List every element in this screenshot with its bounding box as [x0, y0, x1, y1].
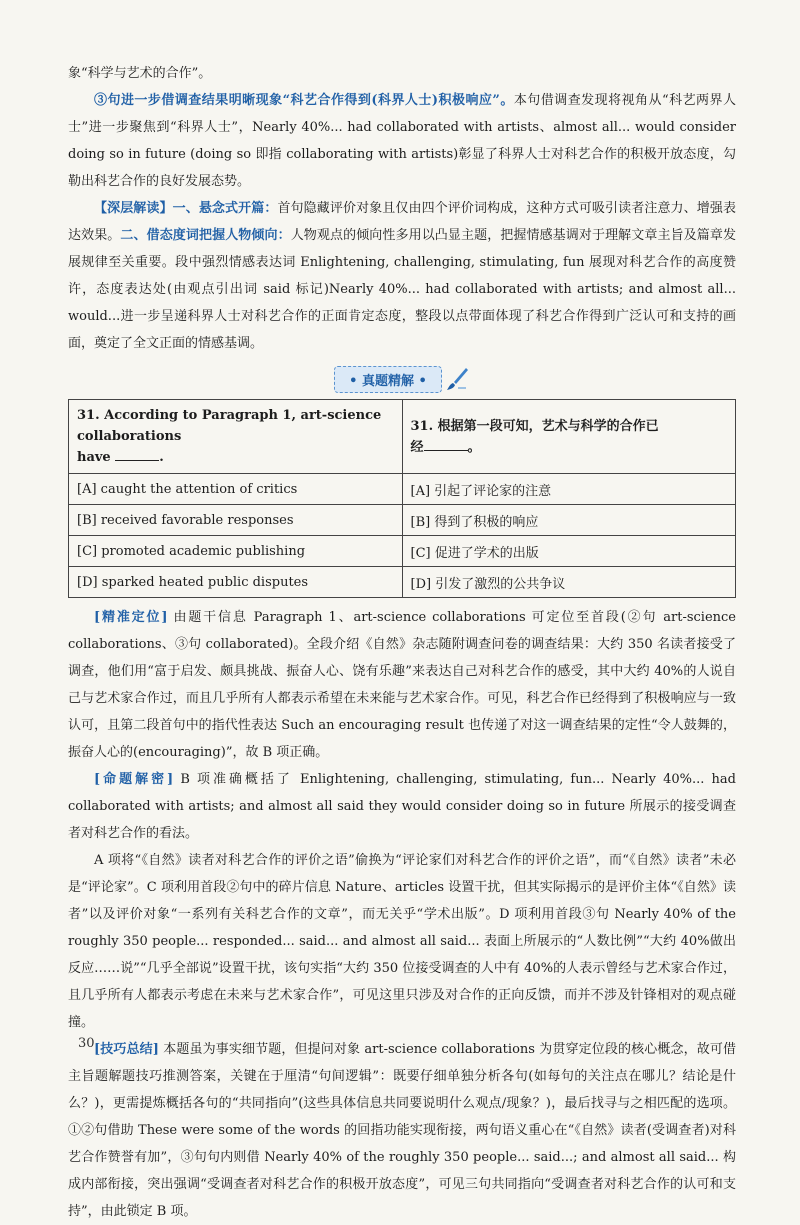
- option-en: [A] caught the attention of critics: [69, 474, 403, 505]
- option-en: [B] received favorable responses: [69, 505, 403, 536]
- deep-reading-heading-1: 一、悬念式开篇：: [172, 201, 278, 216]
- stem-en-end: .: [159, 450, 164, 465]
- paragraph-precise-location: [68, 604, 736, 766]
- option-row: [69, 536, 736, 567]
- sentence3-lead: ③句进一步借调查结果明晰现象“科艺合作得到(科界人士)积极响应”。: [94, 93, 514, 108]
- question-decoding-text: B 项准确概括了 Enlightening, challenging, stimulating, fun... Nearly 40%... had collaborated with artists; and almost all said they would consider doing so in future 所展示的接受调查者对科艺合作的看法。: [68, 772, 736, 841]
- deep-reading-heading-2: 二、借态度词把握人物倾向：: [120, 228, 291, 243]
- option-row: [69, 505, 736, 536]
- answer-blank-cn: [424, 438, 468, 451]
- deep-reading-text-2: 人物观点的倾向性多用以凸显主题，把握情感基调对于理解文章主旨及篇章发展规律至关重要。段中强烈情感表达词 Enlightening, challenging, stimulating, fun 展现对科艺合作的高度赞许，态度表达处(由观点引出词 said 标记)Nearly 40%... had collaborated with artists; and almost all... would...进一步呈递科界人士对科艺合作的正面肯定态度，整段以点带面体现了科艺合作得到广泛认可和支持的画面，奠定了全文正面的情感基调。: [68, 228, 736, 351]
- option-cn: [B] 得到了积极的响应: [402, 505, 736, 536]
- skill-summary-tag: [技巧总结]: [94, 1042, 159, 1057]
- deep-reading-tag: 【深层解读】: [94, 201, 173, 216]
- option-cn: [D] 引发了激烈的公共争议: [402, 567, 736, 598]
- section-title: • 真题精解 •: [334, 366, 442, 393]
- question-decoding-tag: [命题解密]: [94, 772, 174, 787]
- content: [68, 60, 736, 1225]
- brush-icon: [444, 366, 470, 392]
- precise-location-text: 由题干信息 Paragraph 1、art-science collaborations 可定位至首段(②句 art-science collaborations、③句 collaborated)。全段介绍《自然》杂志随附调查问卷的调查结果：大约 350 名读者接受了调查，他们用“富于启发、颇具挑战、振奋人心、饶有乐趣”来表达自己对科艺合作的感受，其中大约 40%的人说自己与艺术家合作过，而且几乎所有人都表示希望在未来能与艺术家合作。可见，科艺合作已经得到了积极响应与一致认可，且第二段首句中的指代性表达 Such an encouraging result 也传递了对这一调查结果的定性“令人鼓舞的，振奋人心的(encouraging)”，故 B 项正确。: [68, 610, 736, 760]
- stem-en-line2: have: [77, 450, 111, 465]
- sentence3-body: 本句借调查发现将视角从“科艺两界人士”进一步聚焦到“科界人士”，Nearly 40%... had collaborated with artists、almost all... would consider doing so in future (doing so 即指 collaborating with artists)彰显了科界人士对科艺合作的积极开放态度，勾勒出科艺合作的良好发展态势。: [68, 93, 736, 189]
- question-stem-row: [69, 400, 736, 474]
- question-stem-cn: [402, 400, 736, 474]
- paragraph-distractor-analysis: A 项将“《自然》读者对科艺合作的评价之语”偷换为“评论家们对科艺合作的评价之语”，而“《自然》读者”未必是“评论家”。C 项利用首段②句中的碎片信息 Nature、articles 设置干扰，但其实际揭示的是评价主体“《自然》读者”以及评价对象“一系列有关科艺合作的文章”，而无关乎“学术出版”。D 项利用首段③句 Nearly 40% of the roughly 350 people... responded... said... and almost all said... 表面上所展示的“人数比例”“大约 40%做出反应……说”“几乎全部说”设置干扰，该句实指“大约 350 位接受调查的人中有 40%的人表示曾经与艺术家合作过，且几乎所有人都表示考虑在未来与艺术家合作”，可见这里只涉及对合作的正向反馈，而并不涉及针锋相对的观点碰撞。: [68, 853, 736, 1030]
- option-cn: [C] 促进了学术的出版: [402, 536, 736, 567]
- stem-cn-end: 。: [467, 439, 481, 455]
- page-number: 30: [78, 1036, 95, 1051]
- precise-location-tag: [精准定位]: [94, 610, 168, 625]
- paragraph-sentence3-analysis: [68, 87, 736, 195]
- paragraph-continuation: 象“科学与艺术的合作”。: [68, 66, 212, 81]
- answer-blank-en: [115, 448, 159, 461]
- stem-en-line1: 31. According to Paragraph 1, art-science collaborations: [77, 408, 382, 444]
- option-cn: [A] 引起了评论家的注意: [402, 474, 736, 505]
- stem-cn-line1: 31. 根据第一段可知，艺术与科学的合作已: [410, 418, 659, 434]
- section-header: [68, 365, 736, 393]
- question-stem-en: [69, 400, 403, 474]
- stem-cn-line2: 经: [410, 439, 424, 455]
- option-en: [C] promoted academic publishing: [69, 536, 403, 567]
- option-en: [D] sparked heated public disputes: [69, 567, 403, 598]
- skill-summary-text: 本题虽为事实细节题，但提问对象 art-science collaborations 为贯穿定位段的核心概念，故可借主旨题解题技巧推测答案，关键在于厘清“句间逻辑”：既要仔细单独分析各句(如每句的关注点在哪儿？结论是什么？)，更需提炼概括各句的“共同指向”(这些具体信息共同要说明什么观点/现象？)，最后找寻与之相匹配的选项。①②句借助 These were some of the words 的回指功能实现衔接，两句语义重心在“《自然》读者(受调查者)对科艺合作赞誉有加”，③句句内则借 Nearly 40% of the roughly 350 people... said...; and almost all said... 构成内部衔接，突出强调“受调查者对科艺合作的积极开放态度”，可见三句共同指向“受调查者对科艺合作的认可和支持”，由此锁定 B 项。: [68, 1042, 736, 1219]
- paragraph-skill-summary: [68, 1036, 736, 1225]
- option-row: [69, 474, 736, 505]
- paragraph-question-decoding: [68, 766, 736, 847]
- option-row: [69, 567, 736, 598]
- deep-reading-text-1: 首句隐藏评价对象且仅由四个评价词构成，这种方式可吸引读者注意力、增强表达效果。: [68, 201, 736, 243]
- paragraph-deep-reading: [68, 195, 736, 357]
- question-table: [68, 399, 736, 598]
